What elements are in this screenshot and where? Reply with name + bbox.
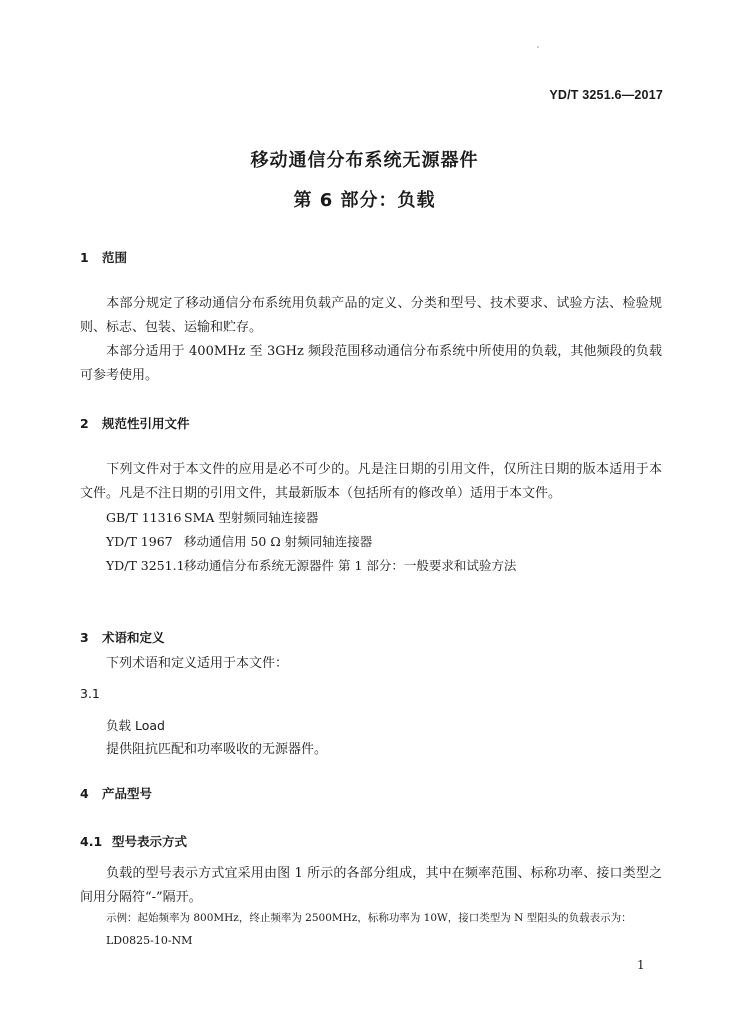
section-1-heading: [80, 248, 127, 266]
term-entry: 负载 Load: [106, 718, 165, 733]
normative-reference-1: [106, 508, 318, 526]
section-title: 规范性引用文件: [102, 416, 190, 431]
term-definition: 提供阻抗匹配和功率吸收的无源器件。: [106, 742, 328, 757]
reference-title: 移动通信用 50 Ω 射频同轴连接器: [184, 534, 373, 549]
scan-speck: [537, 46, 539, 48]
reference-code: YD/T 3251.1: [106, 558, 185, 573]
section-2-heading: [80, 414, 190, 432]
section-title: 范围: [102, 250, 128, 265]
reference-title: SMA 型射频同轴连接器: [184, 510, 319, 525]
section-4-paragraph-1: 负载的型号表示方式宜采用由图 1 所示的各部分组成，其中在频率范围、标称功率、接口类型之间用分隔符“-”隔开。: [80, 866, 662, 905]
page-number: 1: [637, 958, 645, 972]
reference-code: YD/T 1967: [106, 534, 173, 549]
standard-number: YD/T 3251.6—2017: [549, 88, 663, 102]
clause-4-1-heading: [80, 832, 187, 850]
section-1-paragraph-1: 本部分规定了移动通信分布系统用负载产品的定义、分类和型号、技术要求、试验方法、检验规则、标志、包装、运输和贮存。: [80, 296, 662, 335]
document-subtitle: 第 6 部分：负载: [293, 190, 436, 211]
section-3-paragraph-1: 下列术语和定义适用于本文件：: [106, 656, 289, 671]
section-4-heading: [80, 784, 152, 802]
section-number: 1: [80, 250, 89, 265]
clause-number: 4.1: [80, 834, 103, 849]
section-number: 2: [80, 416, 89, 431]
section-1-paragraph-2: 本部分适用于 400MHz 至 3GHz 频段范围移动通信分布系统中所使用的负载，其他频段的负载可参考使用。: [80, 344, 662, 383]
reference-title: 移动通信分布系统无源器件 第 1 部分：一般要求和试验方法: [184, 558, 517, 573]
section-number: 4: [80, 786, 89, 801]
reference-code: GB/T 11316: [106, 510, 182, 525]
clause-3-1-number: 3.1: [80, 686, 100, 701]
section-number: 3: [80, 630, 89, 645]
example-text: 示例：起始频率为 800MHz，终止频率为 2500MHz，标称功率为 10W，接口类型为 N 型阳头的负载表示为：: [106, 912, 632, 924]
section-2-paragraph-1: 下列文件对于本文件的应用是必不可少的。凡是注日期的引用文件，仅所注日期的版本适用于本文件。凡是不注日期的引用文件，其最新版本（包括所有的修改单）适用于本文件。: [80, 462, 662, 501]
normative-reference-2: [106, 532, 372, 550]
document-title: 移动通信分布系统无源器件: [250, 150, 479, 171]
section-3-heading: [80, 628, 165, 646]
section-title: 产品型号: [102, 786, 153, 801]
normative-reference-3: [106, 556, 516, 574]
example-model-code: LD0825-10-NM: [106, 934, 193, 947]
clause-title: 型号表示方式: [112, 834, 188, 849]
section-title: 术语和定义: [102, 630, 165, 645]
